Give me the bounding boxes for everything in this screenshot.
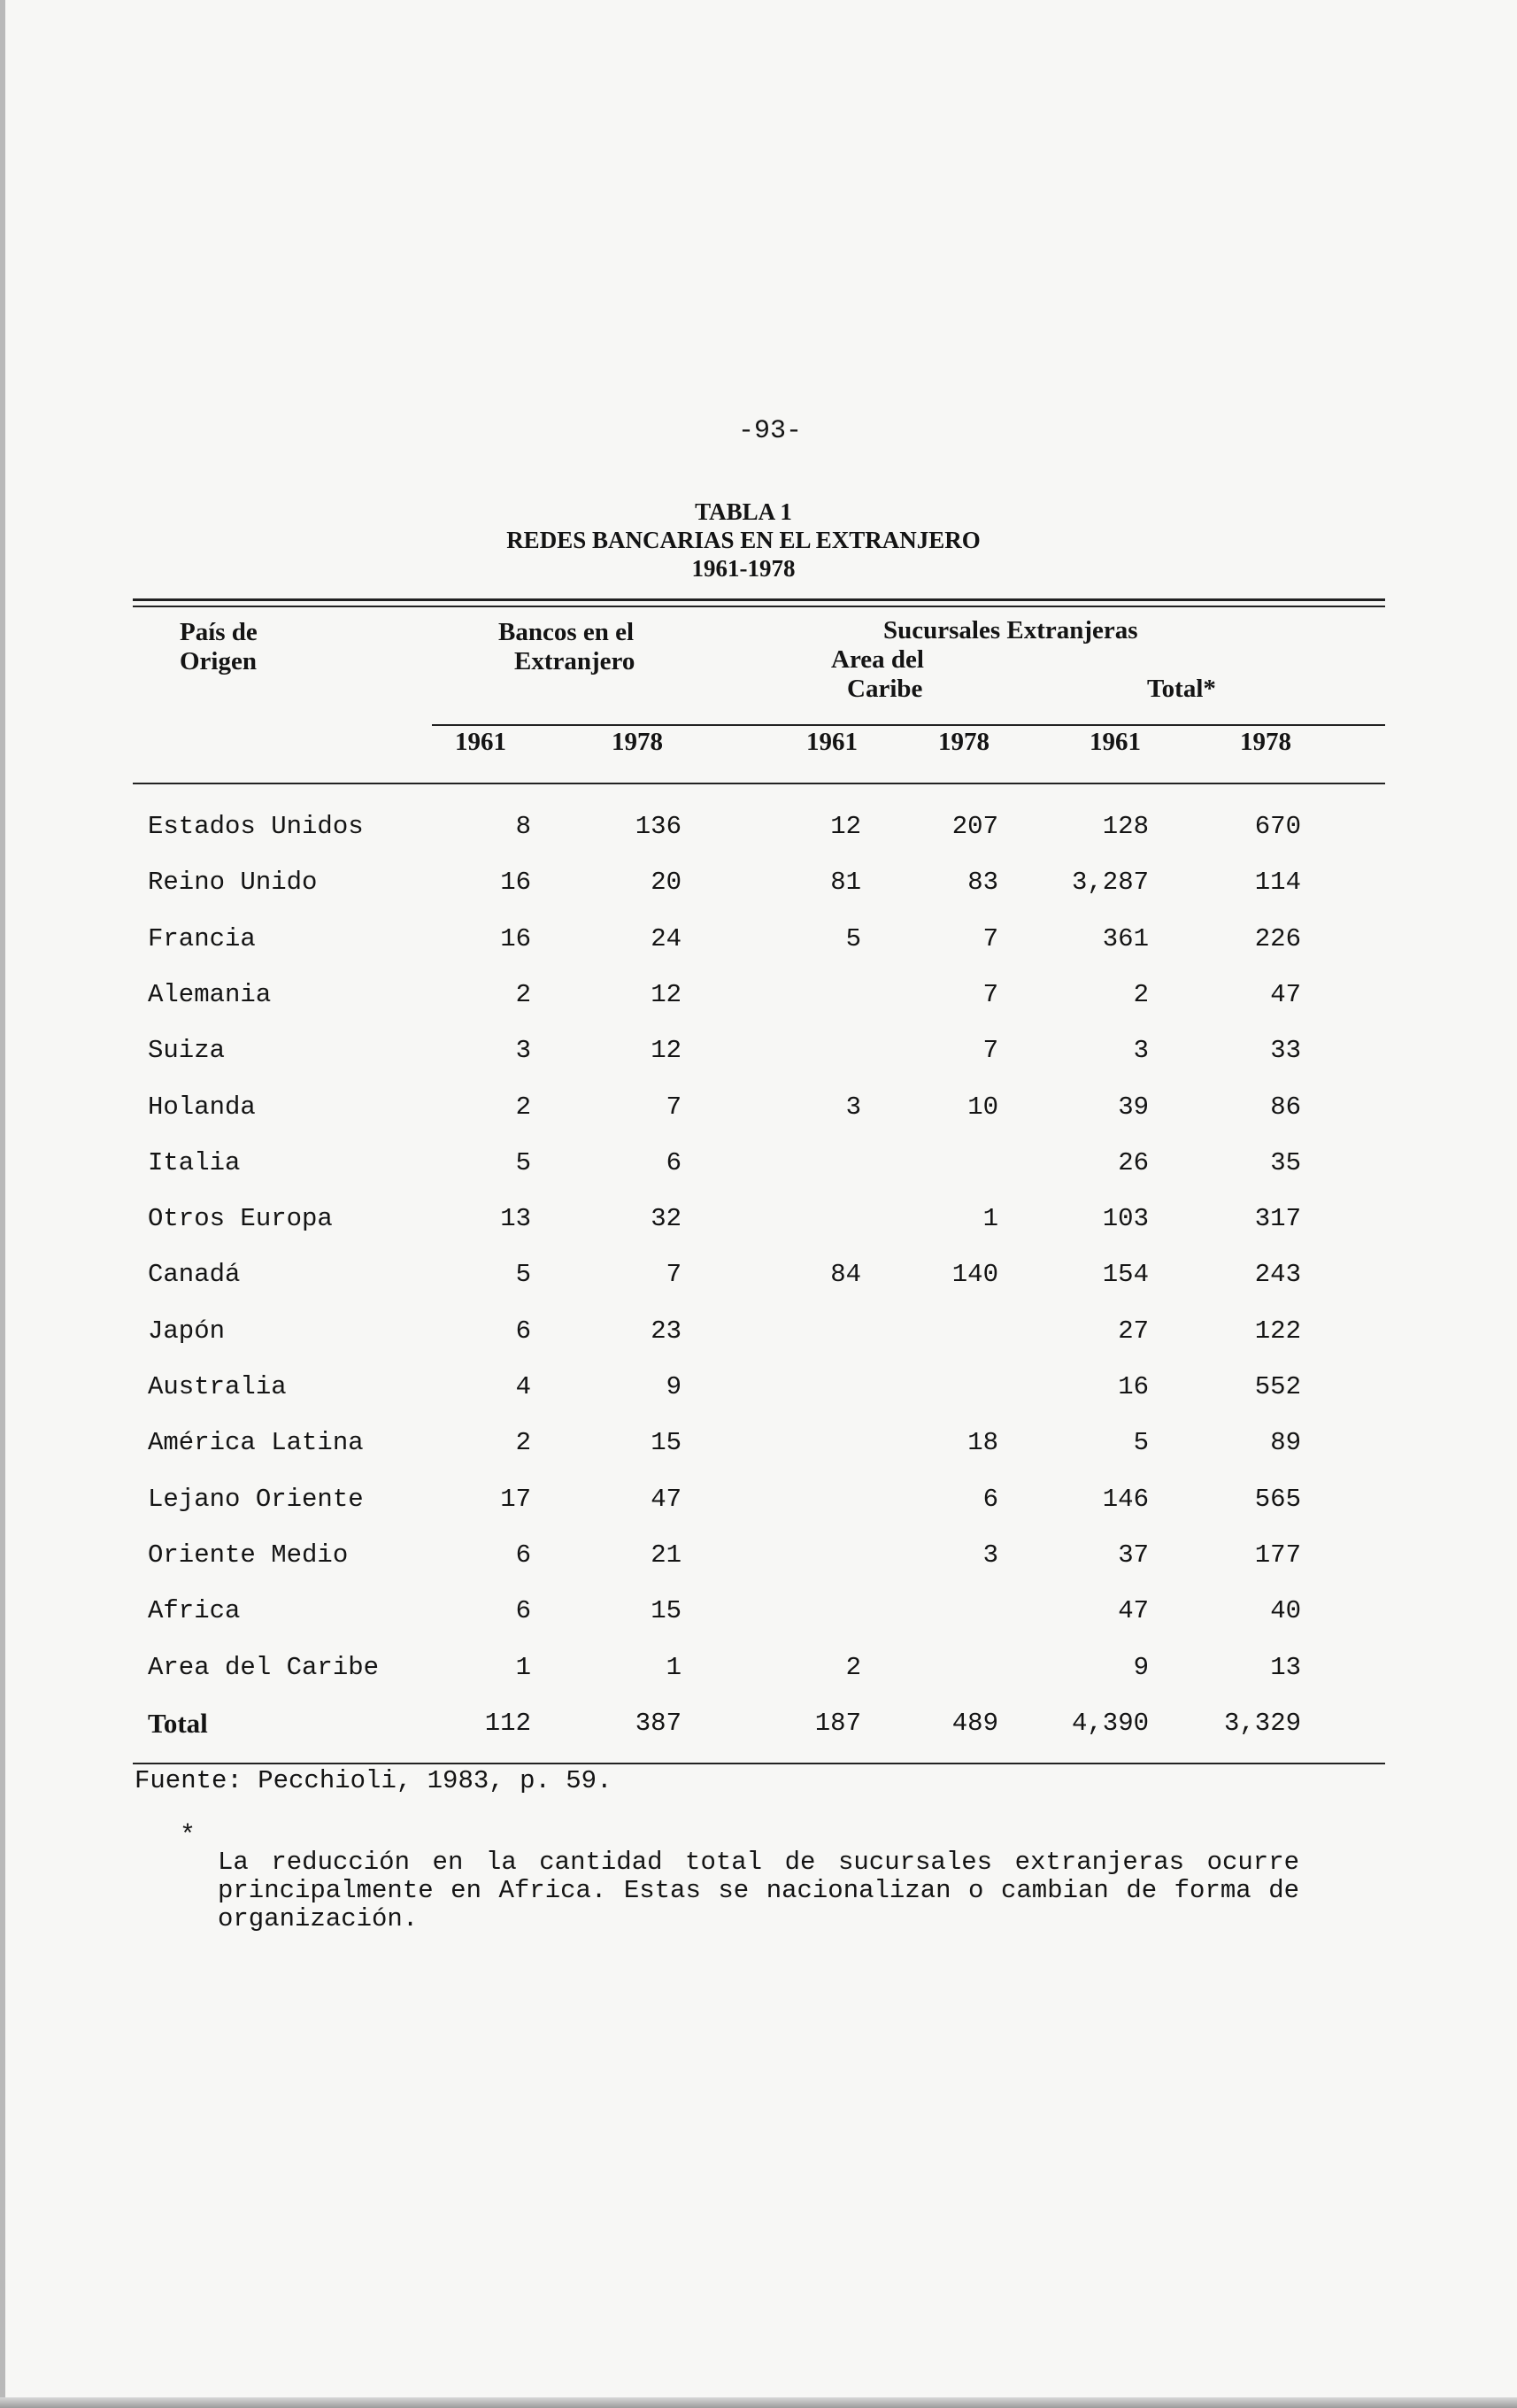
value-cell: 5 bbox=[515, 1260, 531, 1289]
value-cell: 2 bbox=[1133, 980, 1149, 1009]
value-cell: 86 bbox=[1270, 1092, 1301, 1122]
value-cell: 6 bbox=[982, 1485, 998, 1514]
header-year: 1978 bbox=[938, 728, 990, 756]
value-cell: 39 bbox=[1118, 1092, 1149, 1122]
value-cell: 2 bbox=[515, 980, 531, 1009]
header-caribbean: Caribe bbox=[847, 675, 923, 703]
value-cell: 6 bbox=[515, 1540, 531, 1570]
value-cell: 2 bbox=[845, 1653, 861, 1682]
value-cell: 20 bbox=[651, 868, 681, 897]
country-name: Otros Europa bbox=[148, 1204, 333, 1233]
country-name: Oriente Medio bbox=[148, 1540, 349, 1570]
value-cell: 33 bbox=[1270, 1036, 1301, 1065]
value-cell: 3 bbox=[515, 1036, 531, 1065]
table-row bbox=[133, 922, 1385, 957]
header-total: Total* bbox=[1147, 675, 1216, 703]
value-cell: 26 bbox=[1118, 1148, 1149, 1177]
value-cell: 187 bbox=[814, 1709, 861, 1738]
header-year: 1961 bbox=[1090, 728, 1141, 756]
value-cell: 146 bbox=[1102, 1485, 1149, 1514]
value-cell: 3,329 bbox=[1223, 1709, 1301, 1738]
value-cell: 1 bbox=[982, 1204, 998, 1233]
value-cell: 103 bbox=[1102, 1204, 1149, 1233]
country-name: Holanda bbox=[148, 1092, 256, 1122]
header-banks: Bancos en el bbox=[498, 618, 635, 646]
country-name: Lejano Oriente bbox=[148, 1485, 364, 1514]
value-cell: 16 bbox=[500, 924, 531, 953]
table-total-row bbox=[133, 1706, 1385, 1741]
value-cell: 40 bbox=[1270, 1596, 1301, 1625]
value-cell: 361 bbox=[1102, 924, 1149, 953]
header-rule bbox=[432, 724, 1385, 726]
value-cell: 7 bbox=[982, 980, 998, 1009]
value-cell: 6 bbox=[515, 1316, 531, 1346]
value-cell: 122 bbox=[1254, 1316, 1301, 1346]
value-cell: 114 bbox=[1254, 868, 1301, 897]
source-note: Fuente: Pecchioli, 1983, p. 59. bbox=[135, 1766, 612, 1795]
value-cell: 226 bbox=[1254, 924, 1301, 953]
footnote-text: La reducción en la cantidad total de sucursales extranjeras ocurre principalmente en Africa. Estas se nacionalizan o cambian de forma de organización. bbox=[218, 1848, 1299, 1933]
table-top-rule bbox=[133, 598, 1385, 601]
header-year: 1961 bbox=[455, 728, 506, 756]
header-country: País de bbox=[180, 618, 258, 646]
value-cell: 35 bbox=[1270, 1148, 1301, 1177]
value-cell: 136 bbox=[635, 812, 681, 841]
value-cell: 84 bbox=[830, 1260, 861, 1289]
value-cell: 7 bbox=[666, 1092, 681, 1122]
country-name: Italia bbox=[148, 1148, 241, 1177]
country-name: Reino Unido bbox=[148, 868, 318, 897]
table-row bbox=[133, 1482, 1385, 1517]
country-name: Suiza bbox=[148, 1036, 226, 1065]
table-row bbox=[133, 1314, 1385, 1349]
value-cell: 243 bbox=[1254, 1260, 1301, 1289]
value-cell: 16 bbox=[1118, 1372, 1149, 1401]
table-row bbox=[133, 1650, 1385, 1686]
value-cell: 5 bbox=[1133, 1428, 1149, 1457]
header-bottom-rule bbox=[133, 783, 1385, 784]
table-row bbox=[133, 1257, 1385, 1293]
value-cell: 2 bbox=[515, 1428, 531, 1457]
header-country: Origen bbox=[180, 647, 257, 675]
value-cell: 8 bbox=[515, 812, 531, 841]
value-cell: 7 bbox=[982, 924, 998, 953]
value-cell: 37 bbox=[1118, 1540, 1149, 1570]
country-name: Total bbox=[148, 1708, 208, 1739]
value-cell: 3,287 bbox=[1071, 868, 1149, 897]
value-cell: 154 bbox=[1102, 1260, 1149, 1289]
scan-edge bbox=[0, 0, 5, 2408]
header-branches: Sucursales Extranjeras bbox=[883, 616, 1138, 644]
value-cell: 6 bbox=[515, 1596, 531, 1625]
value-cell: 12 bbox=[830, 812, 861, 841]
value-cell: 2 bbox=[515, 1092, 531, 1122]
value-cell: 5 bbox=[845, 924, 861, 953]
value-cell: 128 bbox=[1102, 812, 1149, 841]
header-year: 1961 bbox=[806, 728, 858, 756]
value-cell: 5 bbox=[515, 1148, 531, 1177]
value-cell: 16 bbox=[500, 868, 531, 897]
header-banks: Extranjero bbox=[514, 647, 635, 675]
value-cell: 489 bbox=[951, 1709, 998, 1738]
country-name: Estados Unidos bbox=[148, 812, 364, 841]
header-year: 1978 bbox=[1240, 728, 1291, 756]
table-row bbox=[133, 1370, 1385, 1405]
value-cell: 17 bbox=[500, 1485, 531, 1514]
value-cell: 32 bbox=[651, 1204, 681, 1233]
value-cell: 47 bbox=[1118, 1596, 1149, 1625]
value-cell: 7 bbox=[982, 1036, 998, 1065]
value-cell: 670 bbox=[1254, 812, 1301, 841]
value-cell: 21 bbox=[651, 1540, 681, 1570]
table-row bbox=[133, 1146, 1385, 1181]
value-cell: 18 bbox=[967, 1428, 998, 1457]
table-row bbox=[133, 1201, 1385, 1237]
value-cell: 387 bbox=[635, 1709, 681, 1738]
value-cell: 6 bbox=[666, 1148, 681, 1177]
value-cell: 83 bbox=[967, 868, 998, 897]
value-cell: 565 bbox=[1254, 1485, 1301, 1514]
value-cell: 3 bbox=[1133, 1036, 1149, 1065]
value-cell: 9 bbox=[666, 1372, 681, 1401]
value-cell: 552 bbox=[1254, 1372, 1301, 1401]
value-cell: 1 bbox=[515, 1653, 531, 1682]
country-name: Africa bbox=[148, 1596, 241, 1625]
table-title-label: TABLA 1 bbox=[695, 498, 792, 525]
value-cell: 27 bbox=[1118, 1316, 1149, 1346]
value-cell: 13 bbox=[500, 1204, 531, 1233]
country-name: Francia bbox=[148, 924, 256, 953]
value-cell: 3 bbox=[982, 1540, 998, 1570]
value-cell: 15 bbox=[651, 1596, 681, 1625]
table-row bbox=[133, 809, 1385, 845]
table-row bbox=[133, 977, 1385, 1013]
value-cell: 7 bbox=[666, 1260, 681, 1289]
value-cell: 89 bbox=[1270, 1428, 1301, 1457]
table-title bbox=[354, 498, 1133, 583]
value-cell: 24 bbox=[651, 924, 681, 953]
table-title-years: 1961-1978 bbox=[691, 555, 796, 582]
value-cell: 177 bbox=[1254, 1540, 1301, 1570]
value-cell: 140 bbox=[951, 1260, 998, 1289]
table-row bbox=[133, 1538, 1385, 1573]
value-cell: 13 bbox=[1270, 1653, 1301, 1682]
value-cell: 12 bbox=[651, 1036, 681, 1065]
value-cell: 112 bbox=[484, 1709, 531, 1738]
table-row bbox=[133, 1594, 1385, 1629]
value-cell: 207 bbox=[951, 812, 998, 841]
country-name: Area del Caribe bbox=[148, 1653, 380, 1682]
table-title-main: REDES BANCARIAS EN EL EXTRANJERO bbox=[506, 527, 981, 553]
table-row bbox=[133, 865, 1385, 900]
table-top-rule bbox=[133, 606, 1385, 607]
value-cell: 4 bbox=[515, 1372, 531, 1401]
country-name: Canadá bbox=[148, 1260, 241, 1289]
value-cell: 23 bbox=[651, 1316, 681, 1346]
value-cell: 4,390 bbox=[1071, 1709, 1149, 1738]
table-bottom-rule bbox=[133, 1763, 1385, 1764]
header-caribbean: Area del bbox=[831, 645, 924, 674]
scan-edge bbox=[0, 2397, 1517, 2408]
value-cell: 15 bbox=[651, 1428, 681, 1457]
table-row bbox=[133, 1090, 1385, 1125]
country-name: Alemania bbox=[148, 980, 272, 1009]
table-row bbox=[133, 1425, 1385, 1461]
page-number: -93- bbox=[737, 416, 802, 446]
footnote-mark: * bbox=[180, 1821, 196, 1851]
value-cell: 317 bbox=[1254, 1204, 1301, 1233]
value-cell: 3 bbox=[845, 1092, 861, 1122]
value-cell: 12 bbox=[651, 980, 681, 1009]
table-row bbox=[133, 1033, 1385, 1069]
value-cell: 81 bbox=[830, 868, 861, 897]
country-name: Japón bbox=[148, 1316, 226, 1346]
value-cell: 47 bbox=[651, 1485, 681, 1514]
value-cell: 9 bbox=[1133, 1653, 1149, 1682]
value-cell: 47 bbox=[1270, 980, 1301, 1009]
value-cell: 1 bbox=[666, 1653, 681, 1682]
value-cell: 10 bbox=[967, 1092, 998, 1122]
country-name: América Latina bbox=[148, 1428, 364, 1457]
country-name: Australia bbox=[148, 1372, 287, 1401]
header-year: 1978 bbox=[612, 728, 663, 756]
